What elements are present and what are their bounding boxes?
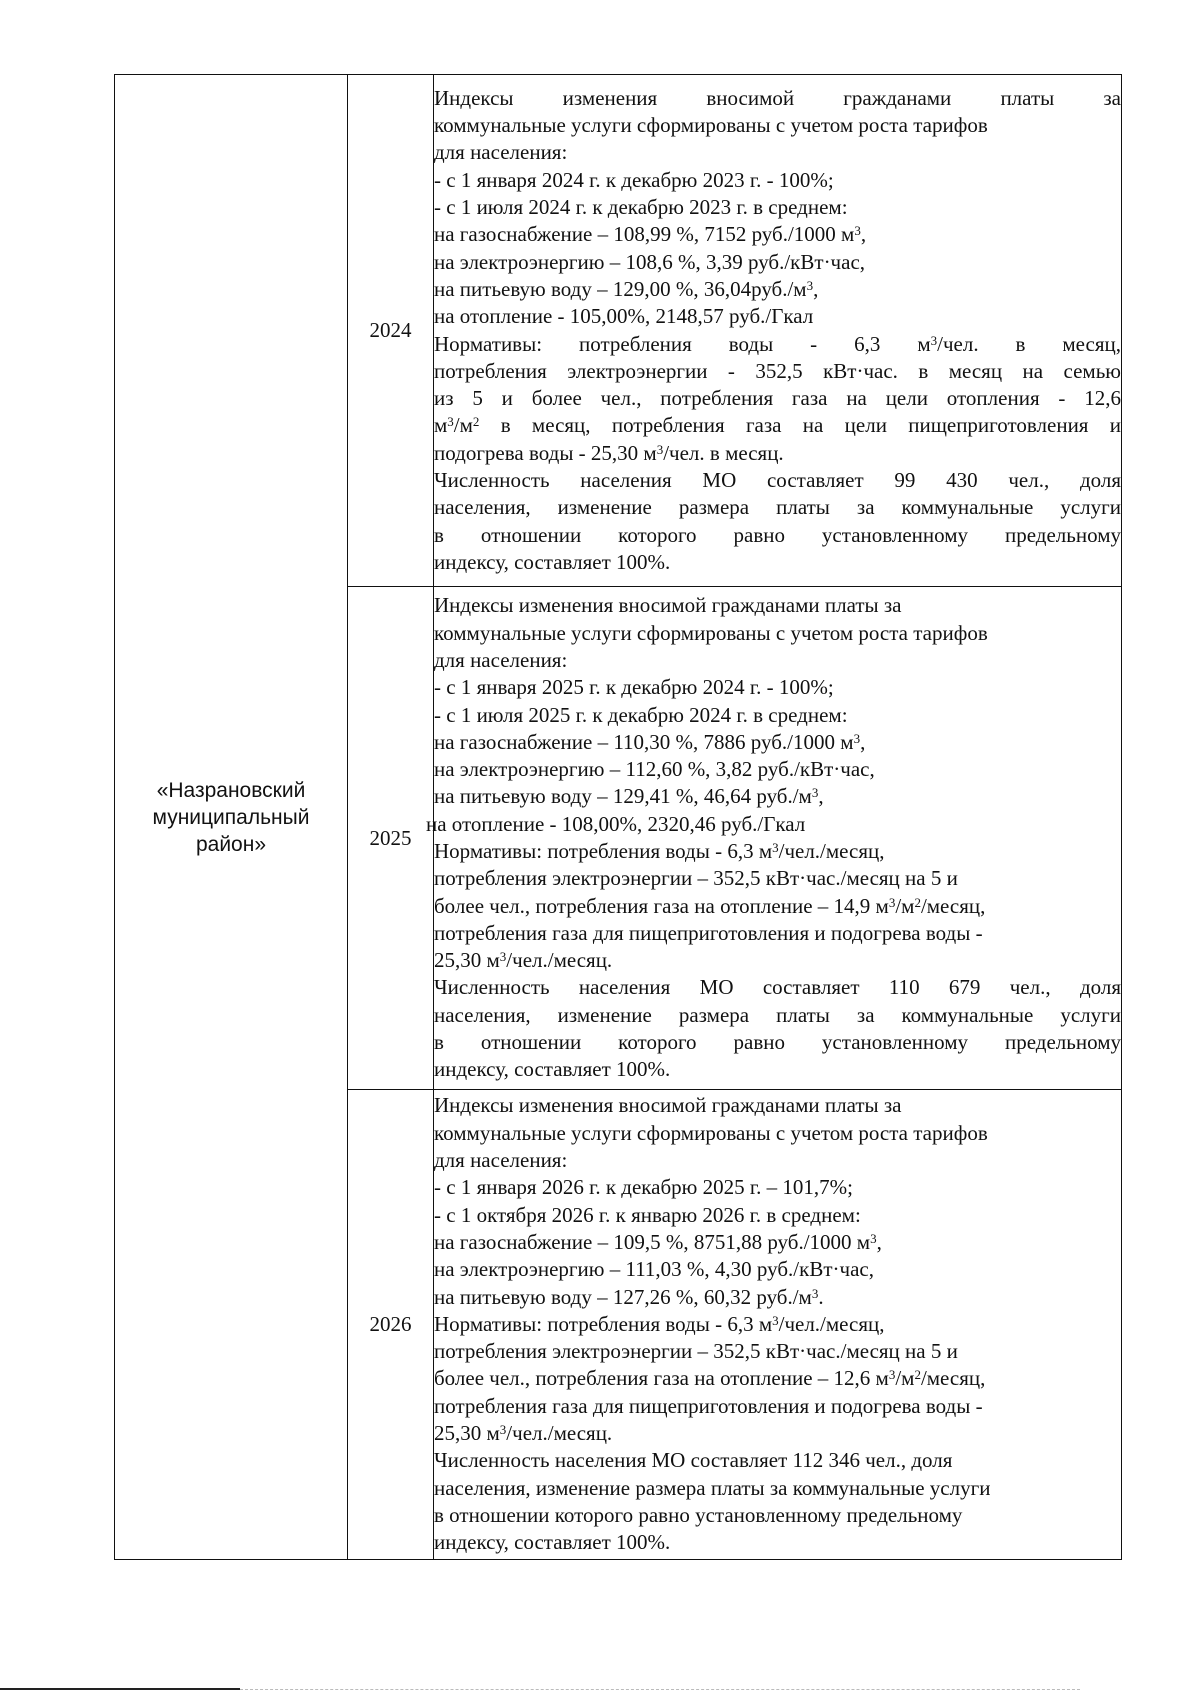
text-segment: 25,30 м [434,948,500,973]
text-segment: на электроэнергию – 108,6 %, 3,39 руб./кВт·час, [434,249,866,274]
text-segment: коммунальные услуги сформированы с учетом роста тарифов [434,620,988,645]
text-segment: на электроэнергию – 112,60 %, 3,82 руб./кВт·час, [434,757,875,782]
description-line [434,1256,1121,1283]
text-segment: - с 1 октября 2026 г. к январю 2026 г. в среднем: [434,1202,861,1227]
description-line [434,1502,1121,1529]
superscript: 3 [656,441,664,457]
text-segment: - с 1 января 2025 г. к декабрю 2024 г. - 100%; [434,675,834,700]
description-line [434,974,1121,1001]
text-segment: /чел. в месяц. [663,440,784,465]
table-row [115,75,1122,587]
text-segment: - с 1 января 2026 г. к декабрю 2025 г. – 101,7%; [434,1175,853,1200]
description-line [434,1529,1121,1556]
description-cell [434,75,1122,587]
text-segment: , [860,222,867,247]
description-line [426,811,1121,838]
text-segment: Численность населения МО составляет 112 346 чел., доля [434,1448,953,1473]
description-line [434,167,1121,194]
superscript: 2 [914,1367,921,1383]
description-line [434,522,1121,549]
description-line [434,1092,1121,1119]
text-segment: /м [895,1366,915,1391]
text-segment: на питьевую воду – 127,26 %, 60,32 руб./м [434,1284,812,1309]
description-line [434,1002,1121,1029]
footer-scan-line [240,1689,1080,1690]
description-line [434,674,1121,701]
description-line [434,1447,1121,1474]
year-cell: 2026 [348,1090,434,1560]
description-cell [434,1090,1122,1560]
text-segment: коммунальные услуги сформированы с учетом роста тарифов [434,1120,988,1145]
text-segment: потребления электроэнергии - 352,5 кВт·час. в месяц на семью [434,358,1121,383]
superscript: 3 [854,223,861,239]
description-line [434,139,1121,166]
description-line [434,865,1121,892]
description-line [434,1475,1121,1502]
text-segment: Индексы изменения вносимой гражданами платы за [434,85,1121,110]
text-segment: в отношении которого равно установленному предельному [434,1502,963,1527]
text-segment: потребления газа для пищеприготовления и подогрева воды - [434,1393,983,1418]
description-line [434,385,1121,412]
text-segment: в месяц, потребления газа на цели пищеприготовления и [479,413,1121,438]
description-line [434,1365,1121,1392]
footer-rule [0,1688,240,1690]
description-line [434,756,1121,783]
superscript: 3 [447,414,454,430]
superscript: 3 [811,785,819,801]
text-segment: на электроэнергию – 111,03 %, 4,30 руб./кВт·час, [434,1257,874,1282]
text-segment: подогрева воды - 25,30 м [434,440,657,465]
description-line [434,303,1121,330]
text-segment: более чел., потребления газа на отопление – 12,6 м [434,1366,889,1391]
description-line [434,1147,1121,1174]
text-segment: более чел., потребления газа на отопление – 14,9 м [434,893,889,918]
text-segment: /чел./месяц, [778,839,885,863]
superscript: 3 [888,894,896,910]
description-line [434,1393,1121,1420]
description-line [434,729,1121,756]
description-line [434,440,1121,467]
text-segment: Нормативы: потребления воды - 6,3 м [434,331,931,356]
text-segment: - с 1 января 2024 г. к декабрю 2023 г. - 100%; [434,167,834,192]
description-line [434,249,1121,276]
text-segment: /месяц, [920,893,986,918]
text-segment: в отношении которого равно установленному предельному [434,1030,1121,1055]
text-segment: для населения: [434,140,568,165]
text-segment: /чел./месяц. [506,948,613,973]
text-segment: /чел./месяц, [778,1311,885,1336]
superscript: 2 [914,894,921,910]
text-segment: индексу, составляет 100%. [434,549,671,574]
text-segment: на газоснабжение – 108,99 %, 7152 руб./1000 м [434,222,855,247]
description-line [434,702,1121,729]
description-line [434,920,1121,947]
text-segment: в отношении которого равно установленному предельному [434,522,1121,547]
description-line [434,1338,1121,1365]
text-segment: , [813,276,819,301]
text-segment: Численность населения МО составляет 110 679 чел., доля [434,975,1121,1000]
description-line [434,1284,1121,1311]
text-segment: /чел. в месяц, [937,331,1121,356]
year-cell: 2024 [348,75,434,587]
text-segment: на газоснабжение – 110,30 %, 7886 руб./1000 м [434,729,854,754]
district-name-line: район» [195,832,267,856]
superscript: 3 [811,1285,819,1301]
superscript: 3 [499,949,507,965]
text-segment: . [818,1284,824,1309]
text-segment: /чел./месяц. [506,1421,613,1446]
text-segment: населения, изменение размера платы за коммунальные услуги [434,495,1121,520]
text-segment: на газоснабжение – 109,5 %, 8751,88 руб./1000 м [434,1229,871,1254]
description-line [434,549,1121,576]
text-segment: индексу, составляет 100%. [434,1530,671,1555]
text-segment: Индексы изменения вносимой гражданами платы за [434,1093,902,1118]
text-segment: Индексы изменения вносимой гражданами платы за [434,593,902,618]
description-line [434,331,1121,358]
text-segment: индексу, составляет 100%. [434,1057,671,1082]
description-line [434,494,1121,521]
superscript: 3 [772,840,779,855]
description-line [434,620,1121,647]
description-line [434,412,1121,439]
text-segment: , [818,784,824,809]
text-segment: на отопление - 108,00%, 2320,46 руб./Гкал [426,811,806,836]
superscript: 2 [472,414,480,430]
text-segment: потребления газа для пищеприготовления и подогрева воды - [434,920,983,945]
description-line [434,947,1121,974]
text-segment: Нормативы: потребления воды - 6,3 м [434,1311,773,1336]
description-line [434,1029,1121,1056]
text-segment: Численность населения МО составляет 99 430 чел., доля [434,467,1121,492]
superscript: 3 [499,1422,507,1438]
text-segment: - с 1 июля 2025 г. к декабрю 2024 г. в среднем: [434,702,848,727]
description-line [434,276,1121,303]
description-line [434,592,1121,619]
superscript: 3 [853,730,861,746]
description-line [434,112,1121,139]
description-line [434,1174,1121,1201]
text-segment: /м [895,893,915,918]
text-segment: Нормативы: потребления воды - 6,3 м [434,839,773,863]
description-line [434,783,1121,810]
text-segment: /месяц, [920,1366,986,1391]
description-cell [426,587,1122,1090]
text-segment: , [876,1229,882,1254]
text-segment: из 5 и более чел., потребления газа на цели отопления - 12,6 [434,386,1121,411]
description-line [434,358,1121,385]
description-line [434,1311,1121,1338]
text-segment: на отопление - 105,00%, 2148,57 руб./Гкал [434,304,814,329]
description-line [434,647,1121,674]
text-segment: на питьевую воду – 129,00 %, 36,04руб./м [434,276,807,301]
description-line [434,1229,1121,1256]
year-cell: 2025 [348,587,434,1090]
superscript: 3 [888,1367,896,1383]
district-name-line: «Назрановский [156,778,306,802]
text-segment: - с 1 июля 2024 г. к декабрю 2023 г. в среднем: [434,195,848,220]
description-line [434,1120,1121,1147]
text-segment: 25,30 м [434,1421,500,1446]
description-line [434,838,1121,865]
superscript: 3 [930,332,938,348]
text-segment: населения, изменение размера платы за коммунальные услуги [434,1002,1121,1027]
tariff-index-table [114,74,1122,1560]
text-segment: населения, изменение размера платы за коммунальные услуги [434,1475,991,1500]
description-line [434,1056,1121,1083]
text-segment: для населения: [434,1148,568,1173]
text-segment: коммунальные услуги сформированы с учетом роста тарифов [434,113,988,138]
description-line [434,467,1121,494]
text-segment: потребления электроэнергии – 352,5 кВт·час./месяц на 5 и [434,1339,958,1364]
superscript: 3 [870,1230,877,1246]
superscript: 3 [772,1312,779,1328]
description-line [434,85,1121,112]
text-segment: для населения: [434,647,568,672]
text-segment: потребления электроэнергии – 352,5 кВт·час./месяц на 5 и [434,866,958,891]
district-cell [115,75,348,1560]
text-segment: , [860,729,866,754]
description-line [434,221,1121,248]
district-name-line: муниципальный [152,805,310,829]
description-line [434,893,1121,920]
description-line [434,194,1121,221]
text-segment: м [434,413,448,438]
superscript: 3 [806,277,814,293]
text-segment: /м [453,413,473,438]
description-line [434,1420,1121,1447]
description-line [434,1202,1121,1229]
text-segment: на питьевую воду – 129,41 %, 46,64 руб./м [434,784,812,809]
